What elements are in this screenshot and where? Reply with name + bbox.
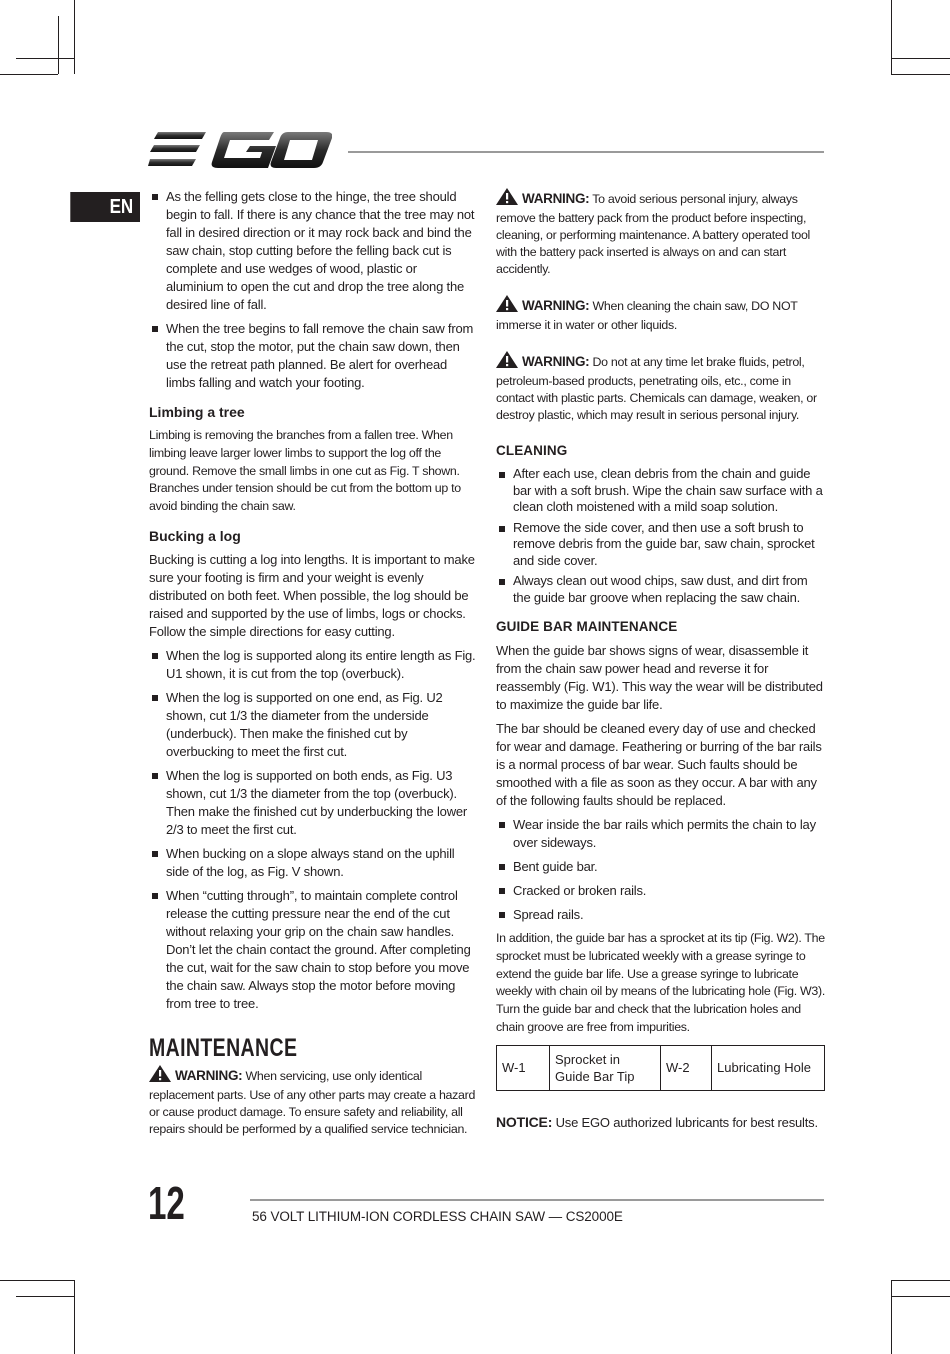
legend-code: W-1 bbox=[497, 1045, 550, 1090]
guide-bar-faults-list bbox=[496, 816, 826, 924]
list-item: When the tree begins to fall remove the chain saw from the cut, stop the motor, put the chain saw down, then use the retreat path planned. Be alert for overhead limbs falling and watch your footing. bbox=[149, 320, 477, 392]
crop-mark bbox=[0, 74, 58, 75]
header-rule bbox=[348, 151, 824, 153]
warning-text: Do not at any time let brake fluids, petrol, petroleum-based products, penetrating oils, etc., come in contact with plastic parts. Chemicals can damage, weaken, or destroy plastic, which may result in serious personal injury. bbox=[496, 355, 817, 422]
guide-bar-paragraph: In addition, the guide bar has a sprocket at its tip (Fig. W2). The sprocket must be lubricated weekly with a grease syringe to extend the guide bar life. Use a grease syringe to lubricate weekly with chain oil by means of the lubricating hole (Fig. W3). Turn the guide bar and check that the lubrication holes and chain groove are free from impurities. bbox=[496, 931, 825, 1034]
list-item: Spread rails. bbox=[496, 906, 826, 924]
legend-label: Lubricating Hole bbox=[712, 1045, 825, 1090]
left-column bbox=[149, 188, 477, 1138]
warning-text: When servicing, use only identical replacement parts. Use of any other parts may create a hazard or cause product damage. To ensure safety and reliability, all repairs should be performed by a qualified service technician. bbox=[149, 1068, 476, 1136]
maintenance-warning bbox=[149, 1065, 477, 1138]
crop-mark bbox=[0, 1280, 74, 1281]
notice bbox=[496, 1113, 826, 1132]
crop-mark bbox=[891, 74, 950, 75]
list-item: After each use, clean debris from the chain and guide bar with a soft brush. Wipe the chain saw surface with a clean cloth moistened with a mild soap solution. bbox=[496, 466, 826, 516]
warning-block bbox=[496, 295, 826, 334]
list-item: When the log is supported on both ends, as Fig. U3 shown, cut 1/3 the diameter from the top (overbuck). Then make the finished cut by underbucking the lower 2/3 to meet the first cut. bbox=[149, 767, 477, 839]
right-column bbox=[496, 188, 826, 1132]
language-tab: EN bbox=[70, 192, 140, 222]
footer-title: 56 VOLT LITHIUM-ION CORDLESS CHAIN SAW — CS2000E bbox=[252, 1209, 623, 1224]
limbing-heading: Limbing a tree bbox=[149, 404, 245, 420]
crop-mark bbox=[891, 1280, 950, 1281]
warning-block bbox=[496, 351, 826, 424]
guide-bar-paragraph: The bar should be cleaned every day of use and checked for wear and damage. Feathering or burring of the bar rails is a normal process of bar wear. Such faults should be smoothed with a file as soon as they occur. A bar with any of the following faults should be replaced. bbox=[496, 721, 822, 808]
legend-label: Sprocket in Guide Bar Tip bbox=[550, 1045, 661, 1090]
warning-triangle-icon bbox=[496, 188, 518, 210]
crop-mark bbox=[891, 1296, 950, 1297]
limbing-text: Limbing is removing the branches from a fallen tree. When limbing leave larger lower limbs to support the log off the ground. Remove the small limbs in one cut as Fig. T shown. Branches under tension should be cut from the bottom up to avoid binding the chain saw. bbox=[149, 428, 461, 514]
list-item: When “cutting through”, to maintain complete control release the cutting pressure near the end of the cut without relaxing your grip on the chain saw handles. Don’t let the chain contact the ground. After completing the cut, wait for the saw chain to stop before you move the chain saw. Always stop the motor before moving from tree to tree. bbox=[149, 887, 477, 1013]
list-item: Wear inside the bar rails which permits the chain to lay over sideways. bbox=[496, 816, 826, 852]
list-item: When bucking on a slope always stand on the uphill side of the log, as Fig. V shown. bbox=[149, 845, 477, 881]
page-number: 12 bbox=[148, 1177, 185, 1229]
crop-mark bbox=[58, 16, 59, 74]
bucking-text: Bucking is cutting a log into lengths. It is important to make sure your footing is firm and your weight is evenly distributed on both feet. When possible, the log should be raised and supported by the use of limbs, logs or chocks. Follow the simple directions for easy cutting. bbox=[149, 551, 475, 639]
ego-logo bbox=[148, 128, 332, 172]
list-item: Cracked or broken rails. bbox=[496, 882, 826, 900]
list-item: Bent guide bar. bbox=[496, 858, 826, 876]
bucking-heading: Bucking a log bbox=[149, 527, 241, 544]
crop-mark bbox=[891, 1280, 892, 1354]
guide-bar-heading: GUIDE BAR MAINTENANCE bbox=[496, 619, 678, 634]
warning-triangle-icon bbox=[496, 295, 518, 317]
warning-label: WARNING: bbox=[522, 298, 590, 313]
warning-triangle-icon bbox=[496, 351, 518, 373]
bucking-list bbox=[149, 647, 477, 1013]
cleaning-heading: CLEANING bbox=[496, 443, 568, 458]
crop-mark bbox=[74, 0, 75, 74]
list-item: When the log is supported on one end, as Fig. U2 shown, cut 1/3 the diameter from the underside (underbuck). Then make the finished cut by overbucking to meet the first cut. bbox=[149, 689, 477, 761]
crop-mark bbox=[74, 1280, 75, 1354]
crop-mark bbox=[891, 0, 892, 74]
list-item: When the log is supported along its entire length as Fig. U1 shown, it is cut from the top (overbuck). bbox=[149, 647, 477, 683]
crop-mark bbox=[16, 1296, 74, 1297]
crop-mark bbox=[891, 58, 950, 59]
figure-legend-table bbox=[496, 1045, 825, 1091]
warning-label: WARNING: bbox=[175, 1067, 243, 1083]
table-row bbox=[497, 1045, 825, 1090]
warning-text: To avoid serious personal injury, always remove the battery pack from the product before inspecting, cleaning, or performing maintenance. A battery operated tool with the battery pack inserted is always on and can start accidently. bbox=[496, 192, 810, 276]
felling-list bbox=[149, 188, 477, 392]
warning-triangle-icon bbox=[149, 1065, 171, 1087]
maintenance-title: MAINTENANCE bbox=[149, 1033, 298, 1062]
notice-label: NOTICE: bbox=[496, 1113, 553, 1130]
legend-code: W-2 bbox=[661, 1045, 712, 1090]
list-item: As the felling gets close to the hinge, the tree should begin to fall. If there is any chance that the tree may not fall in desired direction or it may rock back and bind the saw chain, stop cutting before the felling back cut is complete and use wedges of wood, plastic or aluminium to open the cut and drop the tree along the desired line of fall. bbox=[149, 188, 477, 314]
cleaning-list bbox=[496, 466, 826, 606]
warning-text: When cleaning the chain saw, DO NOT immerse it in water or other liquids. bbox=[496, 299, 798, 332]
list-item: Remove the side cover, and then use a soft brush to remove debris from the guide bar, saw chain, sprocket and side cover. bbox=[496, 520, 826, 570]
warning-label: WARNING: bbox=[522, 191, 590, 206]
crop-mark bbox=[16, 58, 74, 59]
warning-block bbox=[496, 188, 826, 278]
footer-rule bbox=[250, 1199, 824, 1201]
list-item: Always clean out wood chips, saw dust, and dirt from the guide bar groove when replacing the saw chain. bbox=[496, 573, 826, 606]
warning-label: WARNING: bbox=[522, 354, 590, 369]
guide-bar-paragraph: When the guide bar shows signs of wear, disassemble it from the chain saw power head and reverse it for reassembly (Fig. W1). This way the wear will be distributed to maximize the guide bar life. bbox=[496, 643, 823, 712]
notice-text: Use EGO authorized lubricants for best results. bbox=[555, 1114, 818, 1130]
